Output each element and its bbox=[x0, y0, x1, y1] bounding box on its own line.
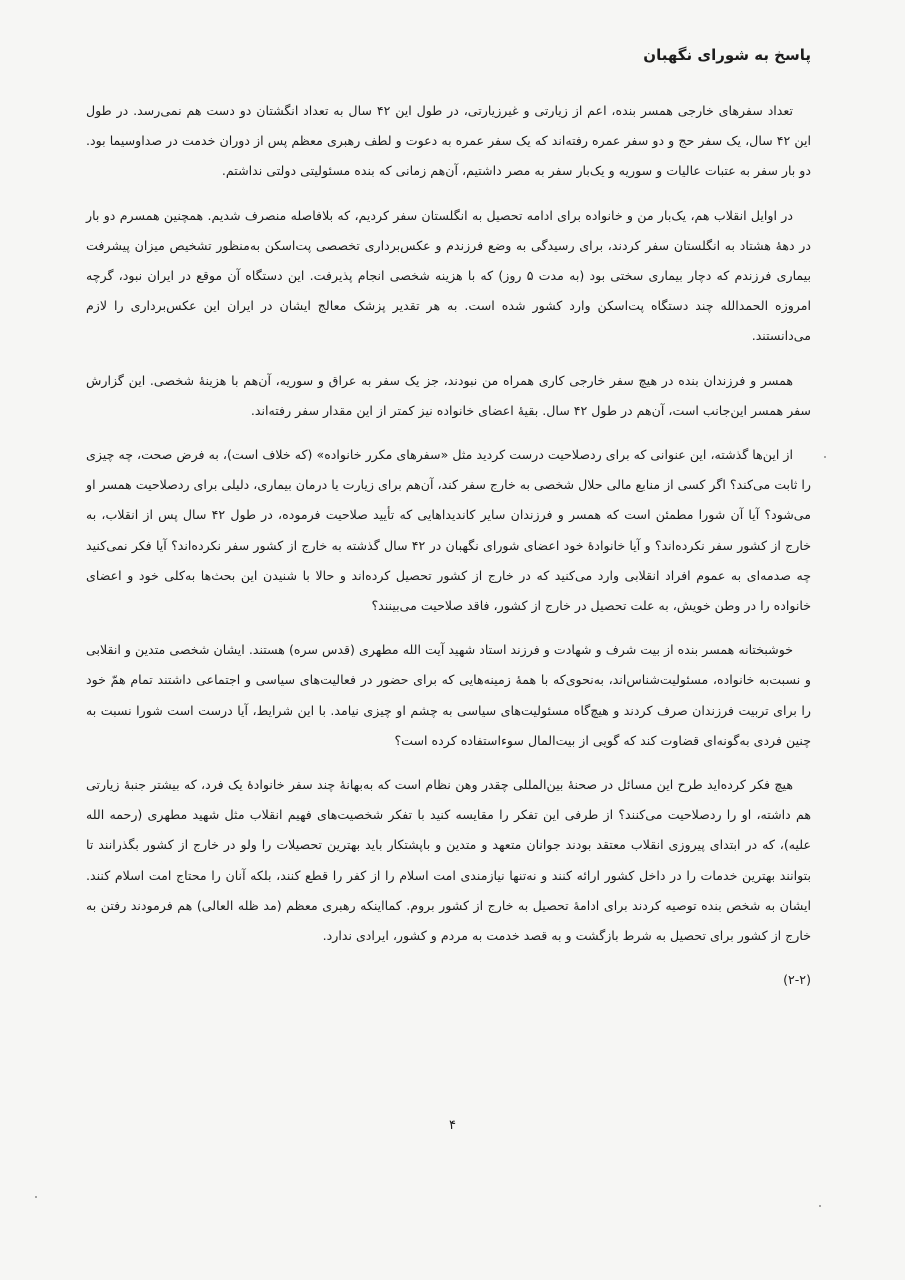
paragraph-international-image: هیچ فکر کرده‌اید طرح این مسائل در صحنهٔ بین‌المللی چقدر وهن نظام است که به‌بهانهٔ چند سفر خانوادهٔ یک فرد، که بیشتر جنبهٔ زیارتی هم داشته، او را ردصلاحیت می‌کنند؟ از طرفی این تفکر را مقایسه کنید با تفکر شخصیت‌های فهیم انقلاب مثل شهید مطهری (رحمه الله علیه)، که در ابتدای پیروزی انقلاب معتقد بودند جوانان متعهد و متدین و باپشتکار باید بهترین تحصیلات را ولو در خارج از کشور بگذرانند تا بتوانند بهترین خدمات را در داخل کشور ارائه کنند و نه‌تنها نیازمندی امت اسلام را از کفر را قطع کنند، بلکه آنان را محتاج امت اسلام کنند. ایشان به شخص بنده توصیه کردند برای ادامهٔ تحصیل به خارج از کشور بروم. کمااینکه رهبری معظم (مد ظله العالی) هم فرمودند رفتن به خارج از کشور برای تحصیل به شرط بازگشت و به قصد خدمت به مردم و کشور، ایرادی ندارد. bbox=[86, 777, 811, 944]
scan-speck bbox=[824, 456, 826, 458]
paragraph-england-treatment: در اوایل انقلاب هم، یک‌بار من و خانواده برای ادامه تحصیل به انگلستان سفر کردیم، که بلافاصله منصرف شدیم. همچنین همسرم دو بار در دههٔ هشتاد به انگلستان سفر کردند، برای رسیدگی به وضع فرزندم و عکس‌برداری تخصصی پت‌اسکن به‌منظور تشخیص میزان پیشرفت بیماری فرزندم که دچار بیماری سختی بود (به مدت ۵ روز) که با هزینه شخصی انجام پذیرفت. این دستگاه آن موقع در ایران نبود، گرچه امروزه الحمدالله چند دستگاه پت‌اسکن وارد کشور شده است. به هر تقدیر پزشک معالج ایشان در ایران این عکس‌برداری را لازم می‌دانستند. bbox=[86, 207, 811, 344]
paragraph-family-trips: همسر و فرزندان بنده در هیچ سفر خارجی کاری همراه من نبودند، جز یک سفر به عراق و سوریه، آن‌هم با هزینهٔ شخصی. این گزارش سفر همسر این‌جانب است، آن‌هم در طول ۴۲ سال. بقیهٔ اعضای خانواده نیز کمتر از این مقدار سفر رفته‌اند. bbox=[86, 372, 811, 418]
scan-speck bbox=[35, 1196, 37, 1198]
page-number: ۴ bbox=[449, 1118, 456, 1133]
page-header-title: پاسخ به شورای نگهبان bbox=[643, 46, 811, 64]
scan-speck bbox=[819, 1205, 821, 1207]
paragraph-disqualification-question: از این‌ها گذشته، این عنوانی که برای ردصلاحیت درست کردید مثل «سفرهای مکرر خانواده» (که خلاف است)، به فرض صحت، چه چیزی را ثابت می‌کند؟ اگر کسی از منابع مالی حلال شخصی به خارج سفر کند، آن‌هم برای زیارت یا درمان بیماری، دلیلی برای ردصلاحیت همسر او می‌شود؟ آیا آن شورا مطمئن است که همسر و فرزندان سایر کاندیداهایی که تأیید صلاحیت فرموده، در طول ۴۲ سال پس از انقلاب، به خارج از کشور سفر نکرده‌اند؟ و آیا خانوادهٔ خود اعضای شورای نگهبان در ۴۲ سال گذشته به خارج از کشور سفر نکرده‌اند؟ آیا فکر نمی‌کنید چه صدمه‌ای به عموم افراد انقلابی وارد می‌کنید که در خارج از کشور تحصیل کرده‌اند و حالا با شنیدن این بحث‌ها به‌کلی خود و اعضای خانواده را در وطن خویش، به علت تحصیل در خارج از کشور، فاقد صلاحیت می‌بینند؟ bbox=[86, 447, 812, 614]
paragraph-foreign-trips: تعداد سفرهای خارجی همسر بنده، اعم از زیارتی و غیرزیارتی، در طول این ۴۲ سال به تعداد انگشتان دو دست هم نمی‌رسد. در طول این ۴۲ سال، یک سفر حج و دو سفر عمره رفته‌اند که یک سفر عمره به دعوت و لطف رهبری معظم پس از دوران خدمت در صداوسیما بود. دو بار سفر به عتبات عالیات و سوریه و یک‌بار سفر به مصر داشتیم، آن‌هم زمانی که بنده مسئولیتی دولتی نداشتم. bbox=[86, 103, 811, 179]
letter-body bbox=[86, 96, 811, 1009]
section-citation: (۲-۲) bbox=[783, 972, 811, 988]
paragraph-spouse-character: خوشبختانه همسر بنده از بیت شرف و شهادت و فرزند استاد شهید آیت الله مطهری (قدس سره) هستند. ایشان شخصی متدین و انقلابی و نسبت‌به خانواده، مسئولیت‌شناس‌اند، به‌نحوی‌که با همهٔ زمینه‌هایی که برای حضور در فعالیت‌های سیاسی و اجتماعی داشتند تمام همّ خود را برای تربیت فرزندان صرف کردند و هیچ‌گاه مسئولیت‌های سیاسی به چشم او چیزی نیامد. با این شرایط، آیا درست است شورا نسبت به چنین فردی به‌گونه‌ای قضاوت کند که گویی از بیت‌المال سوءاستفاده کرده است؟ bbox=[86, 642, 811, 748]
